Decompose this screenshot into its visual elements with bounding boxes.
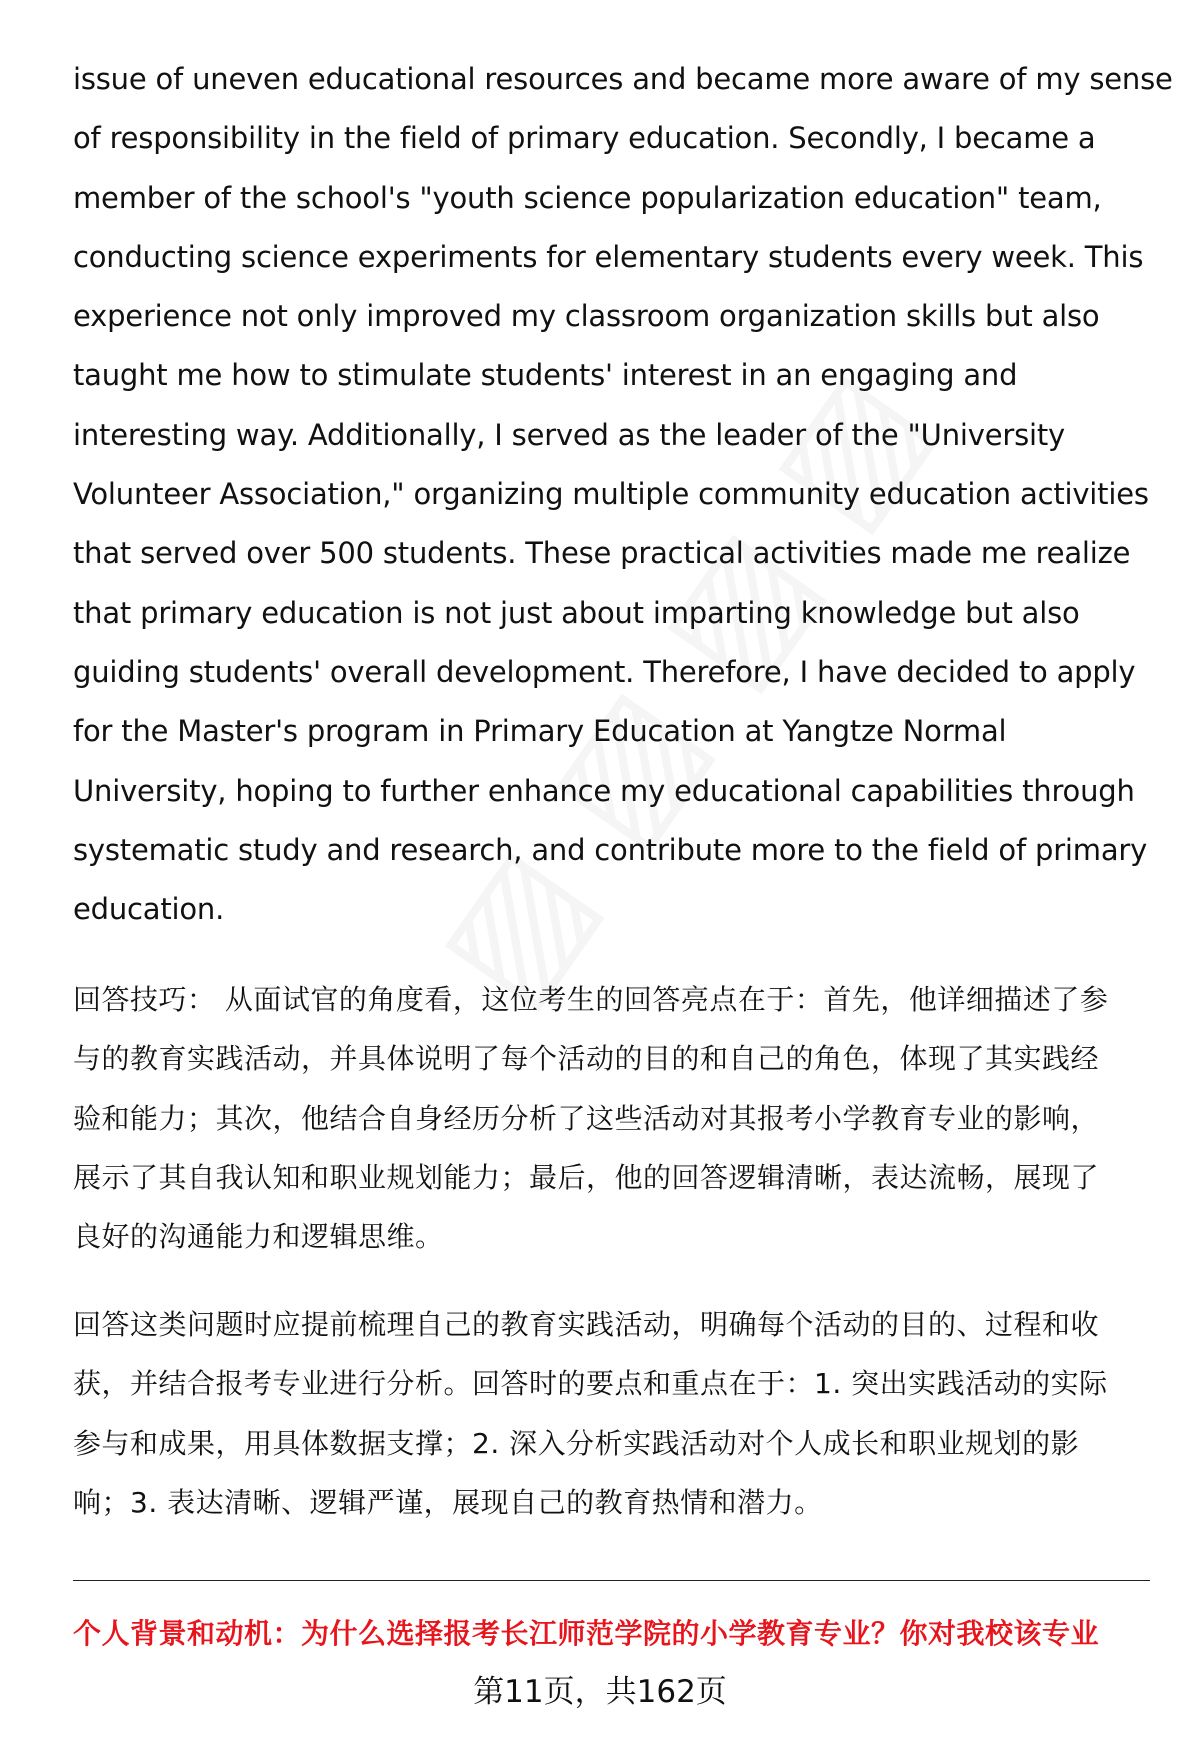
text-line: 回答技巧： 从面试官的角度看，这位考生的回答亮点在于：首先，他详细描述了参 xyxy=(73,983,1109,1016)
text-line: 良好的沟通能力和逻辑思维。 xyxy=(73,1220,444,1254)
answer-tips-paragraph xyxy=(73,970,1153,1266)
text-line: Volunteer Association," organizing multiple community education activities xyxy=(73,477,1149,512)
page-number-footer: 第11页，共162页 xyxy=(473,1674,727,1710)
answer-paragraph-english xyxy=(73,50,1173,939)
section-divider xyxy=(73,1580,1150,1581)
next-question-heading: 个人背景和动机：为什么选择报考长江师范学院的小学教育专业？你对我校该专业 xyxy=(73,1617,1100,1650)
text-line: for the Master's program in Primary Education at Yangtze Normal xyxy=(73,714,1007,749)
text-line: education. xyxy=(73,892,225,927)
text-line: guiding students' overall development. Therefore, I have decided to apply xyxy=(73,654,1136,689)
text-line: 响；3. 表达清晰、逻辑严谨，展现自己的教育热情和潜力。 xyxy=(73,1485,823,1519)
text-line: that served over 500 students. These practical activities made me realize xyxy=(73,536,1131,571)
text-line: member of the school's "youth science popularization education" team, xyxy=(73,180,1102,215)
text-line: University, hoping to further enhance my educational capabilities through xyxy=(73,773,1135,808)
text-line: conducting science experiments for elementary students every week. This xyxy=(73,239,1144,274)
text-line: 参与和成果，用具体数据支撑；2. 深入分析实践活动对个人成长和职业规划的影 xyxy=(73,1426,1080,1460)
text-line: systematic study and research, and contribute more to the field of primary xyxy=(73,832,1148,867)
text-line: 获，并结合报考专业进行分析。回答时的要点和重点在于：1. 突出实践活动的实际 xyxy=(73,1367,1108,1401)
text-line: issue of uneven educational resources and became more aware of my sense xyxy=(73,62,1173,96)
text-line: of responsibility in the field of primary education. Secondly, I became a xyxy=(73,121,1096,156)
text-line: 验和能力；其次，他结合自身经历分析了这些活动对其报考小学教育专业的影响， xyxy=(73,1101,1100,1135)
text-line: 展示了其自我认知和职业规划能力；最后，他的回答逻辑清晰，表达流畅，展现了 xyxy=(73,1160,1100,1194)
text-line: taught me how to stimulate students' interest in an engaging and xyxy=(73,358,1018,393)
text-line: 回答这类问题时应提前梳理自己的教育实践活动，明确每个活动的目的、过程和收 xyxy=(73,1308,1100,1341)
text-line: that primary education is not just about imparting knowledge but also xyxy=(73,595,1080,630)
text-line: interesting way. Additionally, I served as the leader of the "University xyxy=(73,417,1065,452)
text-line: 与的教育实践活动，并具体说明了每个活动的目的和自己的角色，体现了其实践经 xyxy=(73,1042,1100,1076)
answer-advice-paragraph xyxy=(73,1295,1153,1532)
text-line: experience not only improved my classroom organization skills but also xyxy=(73,299,1100,334)
